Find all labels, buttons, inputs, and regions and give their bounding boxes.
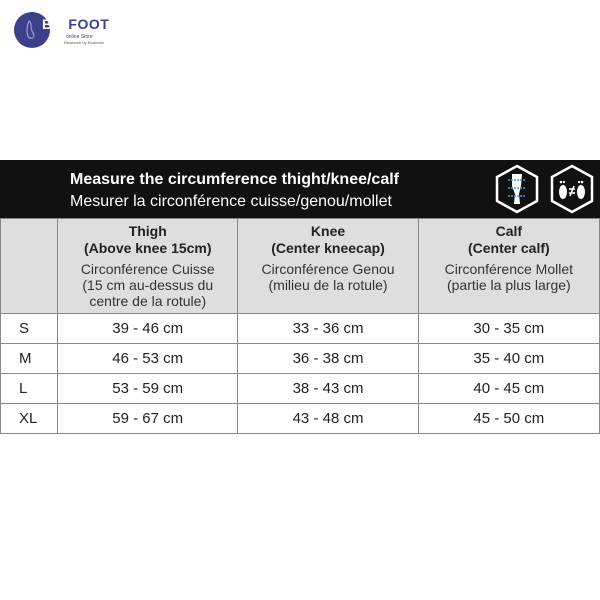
foot-not-equal-icon <box>549 164 595 214</box>
size-label: XL <box>1 404 58 434</box>
column-header-calf: Calf (Center calf) Circonférence Mollet (partie la plus large) <box>418 219 599 314</box>
foot-icon <box>20 18 44 42</box>
size-header-blank <box>1 219 58 314</box>
title-french: Mesurer la circonférence cuisse/genou/mollet <box>70 193 392 210</box>
size-label: S <box>1 314 58 344</box>
biofoot-logo[interactable] <box>14 12 110 52</box>
logo-subtagline: Research by Evidence <box>64 40 105 45</box>
thigh-value: 59 - 67 cm <box>58 404 238 434</box>
logo-brand: BIOFOOT <box>42 16 110 32</box>
knee-value: 33 - 36 cm <box>238 314 418 344</box>
knee-value: 38 - 43 cm <box>238 374 418 404</box>
table-row <box>1 314 600 344</box>
table-row <box>1 344 600 374</box>
logo-tagline: online Store <box>66 34 93 40</box>
table-row <box>1 374 600 404</box>
calf-value: 45 - 50 cm <box>418 404 599 434</box>
thigh-value: 46 - 53 cm <box>58 344 238 374</box>
column-header-row <box>1 219 600 314</box>
column-header-knee: Knee (Center kneecap) Circonférence Genou (milieu de la rotule) <box>238 219 418 314</box>
size-chart <box>0 160 600 434</box>
thigh-value: 39 - 46 cm <box>58 314 238 344</box>
calf-value: 30 - 35 cm <box>418 314 599 344</box>
column-header-thigh: Thigh (Above knee 15cm) Circonférence Cuisse (15 cm au-dessus du centre de la rotule) <box>58 219 238 314</box>
table-row <box>1 404 600 434</box>
knee-value: 43 - 48 cm <box>238 404 418 434</box>
thigh-value: 53 - 59 cm <box>58 374 238 404</box>
size-table <box>0 218 600 434</box>
knee-value: 36 - 38 cm <box>238 344 418 374</box>
calf-value: 35 - 40 cm <box>418 344 599 374</box>
size-label: M <box>1 344 58 374</box>
calf-value: 40 - 45 cm <box>418 374 599 404</box>
title-english: Measure the circumference thight/knee/calf <box>70 171 399 188</box>
leg-measure-icon <box>494 164 540 214</box>
header-band <box>0 160 600 218</box>
size-label: L <box>1 374 58 404</box>
